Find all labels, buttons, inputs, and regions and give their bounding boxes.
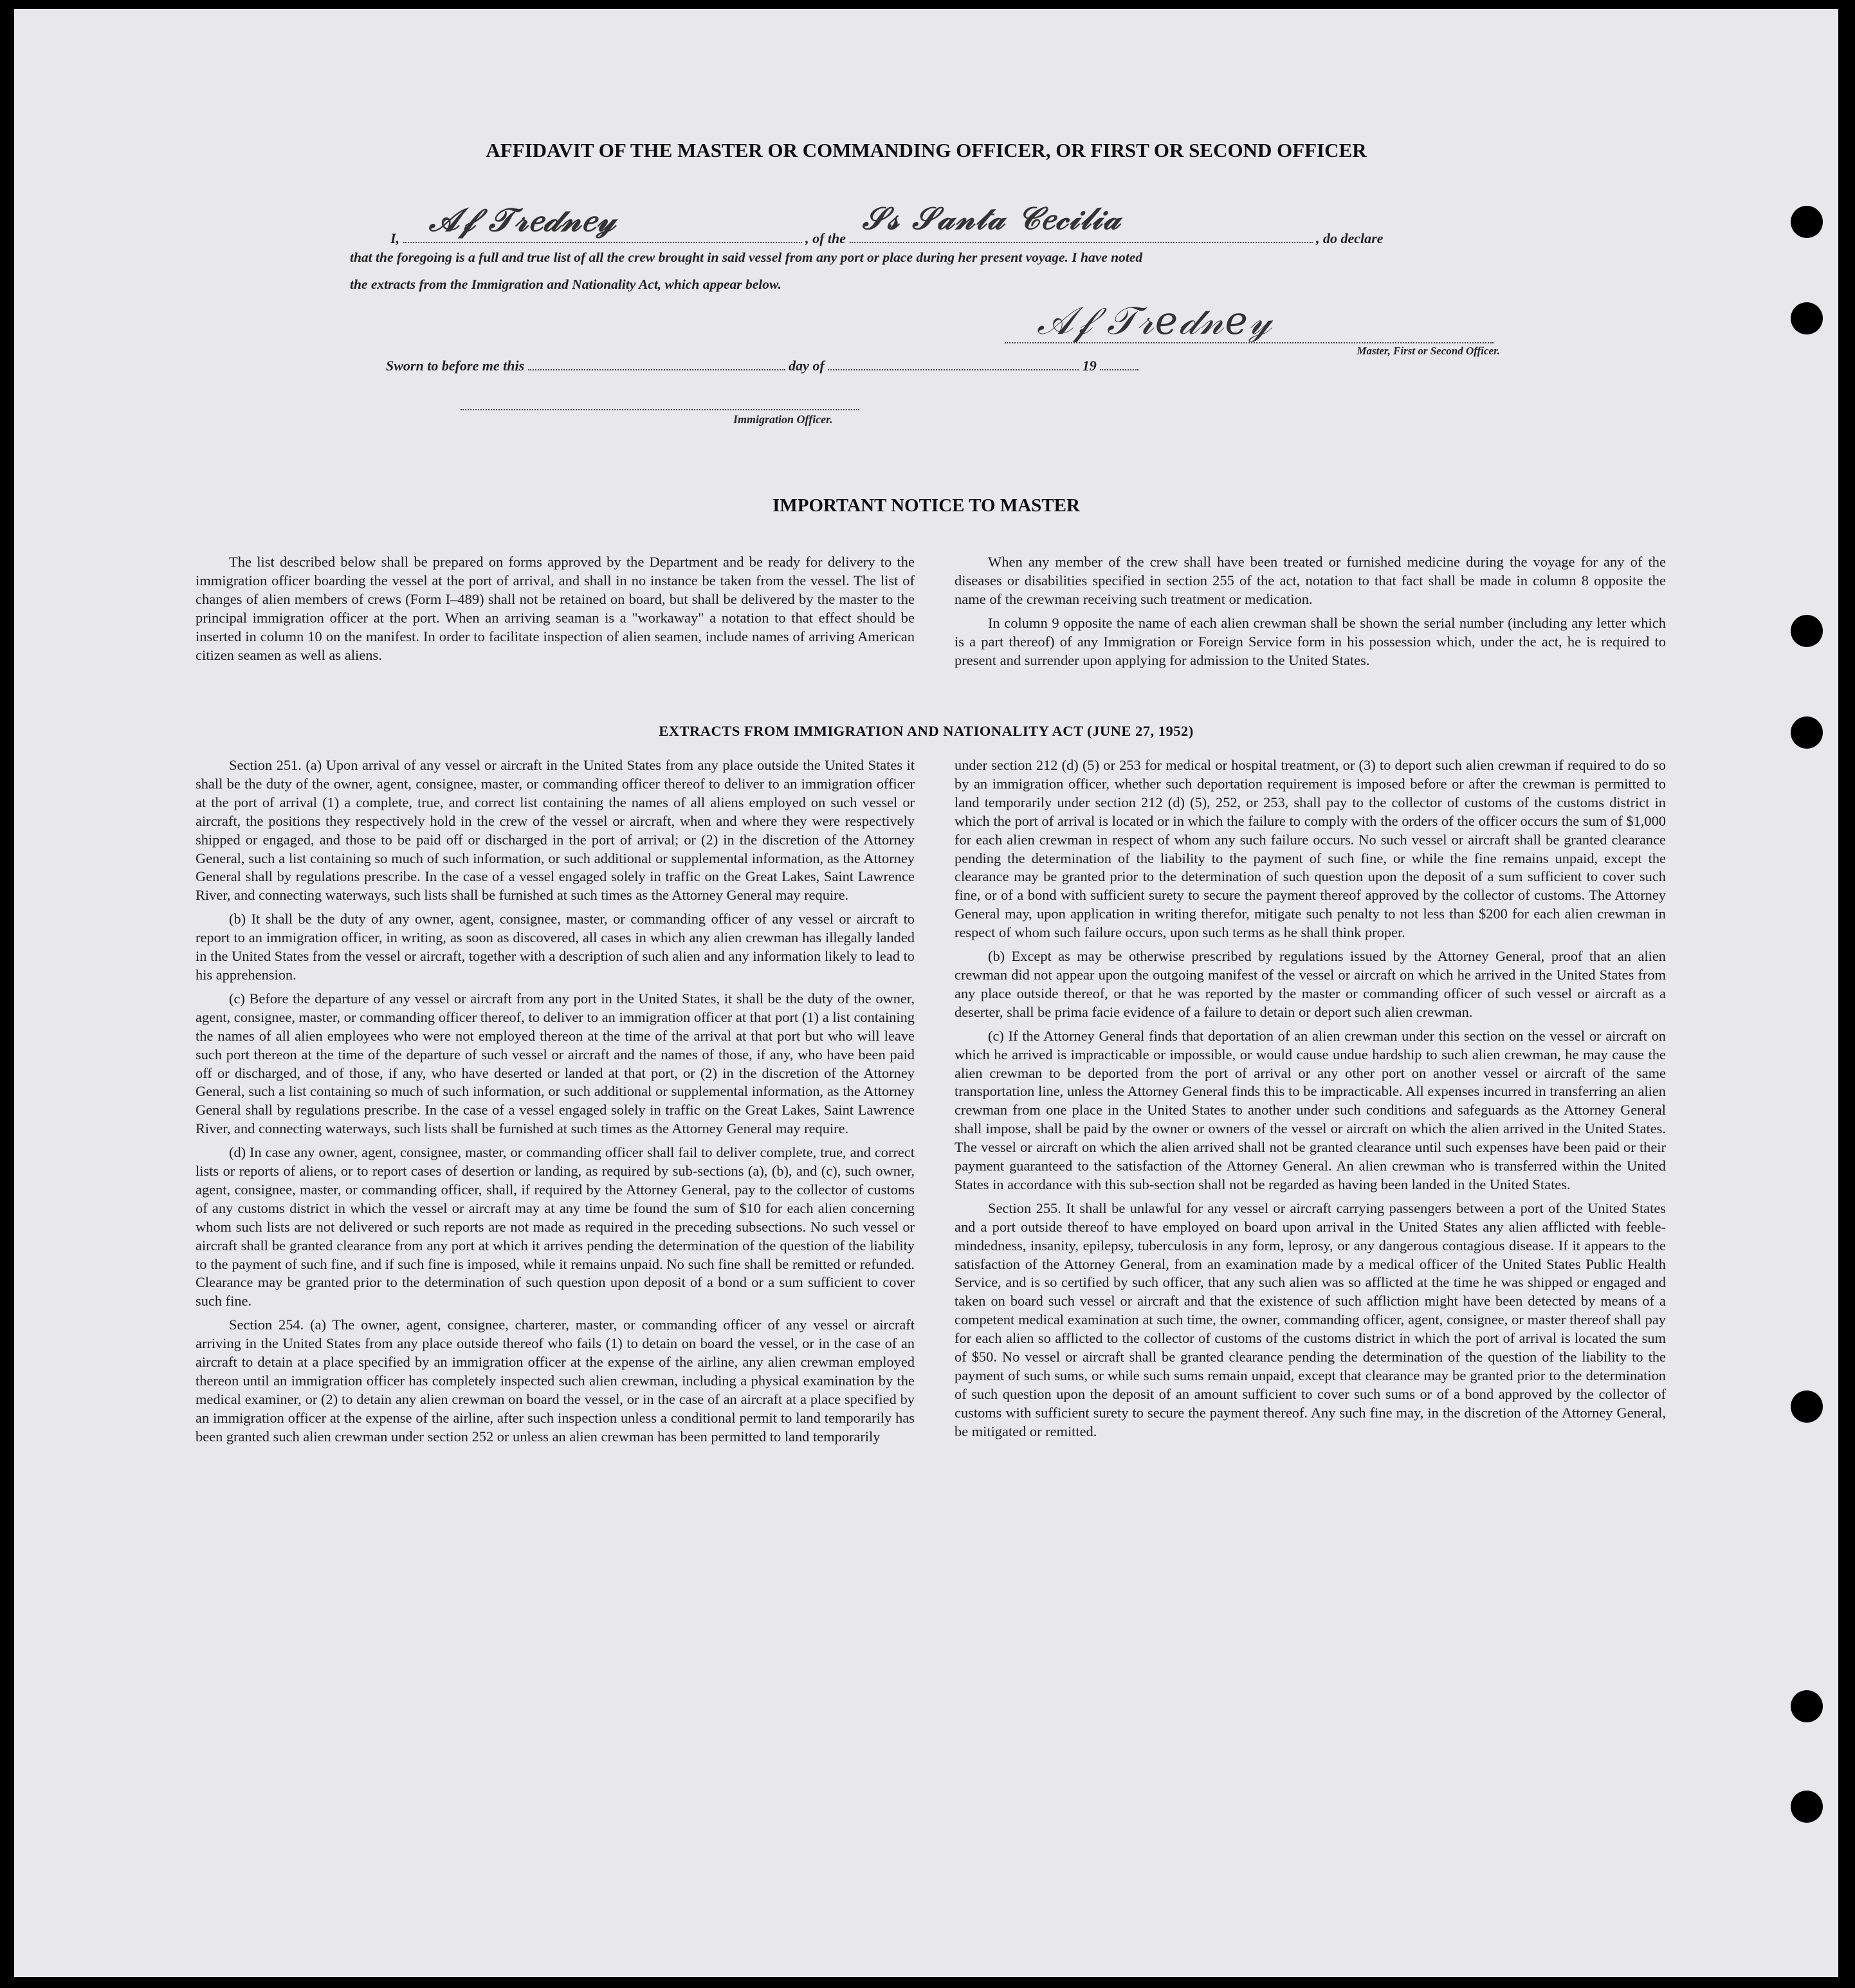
punch-hole bbox=[1791, 615, 1823, 647]
i-label: I, bbox=[390, 230, 400, 246]
officer-signature-block bbox=[1005, 292, 1500, 356]
section-251-b: (b) It shall be the duty of any owner, agent, consignee, master, or commanding officer of any vessel or aircraft to report to an immigration officer, in writing, as soon as discovered, all cases in which any alien crewman has illegally landed in the United States from the vessel or aircraft, together with a description of such alien and any information likely to lead to his apprehension. bbox=[196, 911, 915, 983]
extracts-left-column bbox=[196, 756, 915, 1452]
section-254-a: Section 254. (a) The owner, agent, consignee, charterer, master, or commanding officer of any vessel or aircraft arriving in the United States from any place outside thereof who fails (1) to detain on board the vessel, or in the case of an aircraft to detain at a place specified by an immigration officer at the expense of the airline, any alien crewman employed thereon until an immigration officer has completely inspected such alien crewman, including a physical examination by the medical examiner, or (2) to detain any alien crewman on board the vessel, or in the case of an aircraft at a place specified by an immigration officer at the expense of the airline, after such inspection unless a conditional permit to land temporarily has been granted such alien crewman under section 252 or unless an alien crewman has been permitted to land temporarily bbox=[196, 1317, 915, 1445]
notice-right-paragraph-1: When any member of the crew shall have been treated or furnished medicine during the voyage for any of the diseases or disabilities specified in section 255 of the act, notation to that fact shall be made in column 8 opposite the name of the crewman receiving such treatment or medication. bbox=[955, 554, 1666, 608]
sworn-year-field bbox=[1100, 369, 1138, 370]
punch-hole bbox=[1791, 302, 1823, 334]
bleed-through-texture bbox=[1481, 189, 1716, 210]
signer-role-label: Master, First or Second Officer. bbox=[1357, 345, 1500, 357]
punch-hole bbox=[1791, 1690, 1823, 1722]
notice-right-column bbox=[955, 552, 1666, 675]
statement-line-2: the extracts from the Immigration and Nationality Act, which appear below. bbox=[350, 277, 781, 292]
section-254-c: (c) If the Attorney General finds that deportation of an alien crewman under this section on the vessel or aircraft on which he arrived is impracticable or impossible, or would cause undue hardship to such alien crewman, he may cause the alien crewman to be deported from the port of arrival or any other port on another vessel or aircraft of the same transportation line, unless the Attorney General finds this to be impracticable. All expenses incurred in transferring an alien crewman from one place in the United States to another under such conditions and safeguards as the Attorney General shall impose, shall be paid by the owner or owners of the vessel or aircraft on which the alien arrived in the United States. The vessel or aircraft on which the alien arrived shall not be granted clearance until such expenses have been paid or their payment guaranteed to the satisfaction of the Attorney General. An alien crewman who is transferred within the United States in accordance with this sub-section shall not be regarded as having been landed in the United States. bbox=[955, 1027, 1666, 1192]
section-254-b: (b) Except as may be otherwise prescribed by regulations issued by the Attorney General, proof that an alien crewman did not appear upon the outgoing manifest of the vessel or aircraft on which he arrived in the United States from any place outside thereof, or that he was reported by the master or commanding officer of such vessel or aircraft as a deserter, shall be prima facie evidence of a failure to detain or deport such alien crewman. bbox=[955, 948, 1666, 1020]
do-declare-label: , do declare bbox=[1316, 230, 1384, 246]
sworn-day-field bbox=[528, 369, 785, 370]
affidavit-heading: AFFIDAVIT OF THE MASTER OR COMMANDING OFFICER, OR FIRST OR SECOND OFFICER bbox=[486, 139, 1367, 161]
section-251-c: (c) Before the departure of any vessel or aircraft from any port in the United States, it shall be the duty of the owner, agent, consignee, master, or commanding officer thereof, to deliver to an immigration officer at that port (1) a list containing the names of all alien employees who were not employed thereon at the time of the arrival at that port but who will leave such port thereon at the time of the departure of such vessel or aircraft and the names of those, if any, who have been paid off or discharged, and of those, if any, who have deserted or landed at that port, or (2) in the discretion of the Attorney General, such a list containing so much of such information, or such additional or supplemental information, as the Attorney General shall by regulations prescribe. In the case of a vessel engaged solely in traffic on the Great Lakes, Saint Lawrence River, and connecting waterways, such lists shall be furnished at such times as the Attorney General may require. bbox=[196, 990, 915, 1137]
document-page bbox=[14, 9, 1838, 1977]
notice-left-column bbox=[196, 552, 915, 670]
declaration-line bbox=[390, 201, 1516, 247]
section-254-a-continued: under section 212 (d) (5) or 253 for medical or hospital treatment, or (3) to deport such alien crewman if required to do so by an immigration officer, whether such deportation requirement is imposed before or after the crewman is permitted to land temporarily under section 212 (d) (5), 252, or 253, shall pay to the collector of customs of the customs district in which the port of arrival is located or in which the failure to comply with the orders of the officer occurs the sum of $1,000 for each alien crewman in respect of whom any such failure occurs. No such vessel or aircraft shall be granted clearance pending the determination of the liability to the payment of such fine, or while the fine remains unpaid, except the clearance may be granted prior to the determination of such question upon the deposit of a sum sufficient to cover such fine, or of a bond with sufficient surety to secure the payment thereof approved by the collector of customs. The Attorney General may, upon application in writing therefor, mitigate such penalty to not less than $200 for each alien crewman in respect of whom such failure occurs, upon such terms as he shall think proper. bbox=[955, 757, 1666, 941]
section-251-a: Section 251. (a) Upon arrival of any vessel or aircraft in the United States from any place outside the United States it shall be the duty of the owner, agent, consignee, master, or commanding officer thereof to deliver to an immigration officer at the port of arrival (1) a complete, true, and correct list containing the names of all aliens employed on such vessel or aircraft, the positions they respectively hold in the crew of the vessel or aircraft, when and where they were respectively shipped or engaged, and those to be paid off or discharged in the port of arrival; or (2) in the discretion of the Attorney General, such a list containing so much of such information, or such additional or supplemental information, as the Attorney General shall by regulations prescribe. In the case of a vessel engaged solely in traffic on the Great Lakes, Saint Lawrence River, and connecting waterways, such lists shall be furnished at such times as the Attorney General may require. bbox=[196, 757, 915, 904]
punch-hole bbox=[1791, 206, 1823, 238]
declaration-statement bbox=[350, 244, 1527, 298]
section-251-d: (d) In case any owner, agent, consignee, master, or commanding officer shall fail to deliver complete, true, and correct lists or reports of aliens, or to report cases of desertion or landing, as required by sub-sections (a), (b), and (c), such owner, agent, consignee, master, or commanding officer, shall, if required by the Attorney General, pay to the collector of customs of any customs district in which the vessel or aircraft may at any time be found the sum of $10 for each alien concerning whom such lists are not delivered or such reports are not made as required in the preceding subsections. No such vessel or aircraft shall be granted clearance from any port at which it arrives pending the determination of the question of the liability to the payment of such fine, and if such fine is imposed, while it remains unpaid. No such fine shall be remitted or refunded. Clearance may be granted prior to the determination of such question upon deposit of a bond or a sum sufficient to cover such fine. bbox=[196, 1144, 915, 1309]
vessel-name-handwriting: 𝒮𝓈 𝒮𝒶𝓃𝓉𝒶 𝒞𝑒𝒸𝒾𝓁𝒾𝒶 bbox=[862, 201, 1122, 237]
notice-heading: IMPORTANT NOTICE TO MASTER bbox=[772, 495, 1080, 516]
immigration-officer-label: Immigration Officer. bbox=[733, 413, 833, 426]
notice-left-paragraph: The list described below shall be prepared on forms approved by the Department and be ready for delivery to the immigration officer boarding the vessel at the port of arrival, and shall in no instance be taken from the vessel. The list of changes of alien members of crews (Form I–489) shall not be retained on board, but shall be delivered by the master to the principal immigration officer at the port. When an arriving seaman is a "workaway" a notation to that effect should be inserted in column 10 on the manifest. In order to facilitate inspection of alien seamen, include names of arriving American citizen seamen as well as aliens. bbox=[196, 554, 915, 664]
vessel-name-field bbox=[850, 201, 1313, 243]
punch-hole bbox=[1791, 1391, 1823, 1423]
extracts-heading: EXTRACTS FROM IMMIGRATION AND NATIONALITY ACT (JUNE 27, 1952) bbox=[659, 723, 1194, 739]
day-of-label: day of bbox=[789, 358, 825, 374]
extracts-right-column bbox=[955, 756, 1666, 1446]
sworn-month-field bbox=[828, 369, 1079, 370]
notice-right-paragraph-2: In column 9 opposite the name of each alien crewman shall be shown the serial number (including any letter which is a part thereof) of any Immigration or Foreign Service form in his possession which, under the act, he is required to present and surrender upon applying for admission to the United States. bbox=[955, 615, 1666, 669]
sworn-label: Sworn to before me this bbox=[386, 358, 525, 374]
punch-hole bbox=[1791, 1791, 1823, 1823]
section-255: Section 255. It shall be unlawful for any vessel or aircraft carrying passengers between a port of the United States and a port outside thereof to have employed on board upon arrival in the United States any alien afflicted with feeble-mindedness, insanity, epilepsy, tuberculosis in any form, leprosy, or any dangerous contagious disease. If it appears to the satisfaction of the Attorney General, from an examination made by a medical officer of the United States Public Health Service, and is so certified by such officer, that any such alien was so afflicted at the time he was shipped or engaged and taken on board such vessel or aircraft and that the existence of such affliction might have been detected by means of a competent medical examination at such time, the owner, commanding officer, agent, consignee, or master thereof shall pay for each alien so afflicted to the collector of customs of the customs district in which the port of arrival is located the sum of $50. No vessel or aircraft shall be granted clearance pending the determination of the question of the liability to the payment of such sums, or while such sums remain unpaid, except that clearance may be granted prior to the determination of such question upon the deposit of an amount sufficient to cover such sums or of a bond approved by the collector of customs with sufficient surety to secure the payment thereof. Any such fine may, in the discretion of the Attorney General, be mitigated or remitted. bbox=[955, 1199, 1666, 1439]
signature-line bbox=[1005, 342, 1494, 343]
of-the-label: , of the bbox=[805, 230, 846, 246]
sworn-line bbox=[386, 358, 1286, 374]
name-signature-field bbox=[403, 201, 802, 243]
immigration-officer-line bbox=[461, 409, 859, 410]
statement-line-1: that the foregoing is a full and true list of all the crew brought in said vessel from any port or place during her present voyage. I have noted bbox=[350, 250, 1143, 265]
officer-signature-image: 𝒜𝒻 𝒯𝓇𝑒𝒹𝓃𝑒𝓎 bbox=[1037, 298, 1273, 343]
year-prefix-label: 19 bbox=[1082, 358, 1097, 374]
master-signature-image: 𝒜𝒻 𝒯𝓇𝑒𝒹𝓃𝑒𝓎 bbox=[428, 201, 617, 239]
